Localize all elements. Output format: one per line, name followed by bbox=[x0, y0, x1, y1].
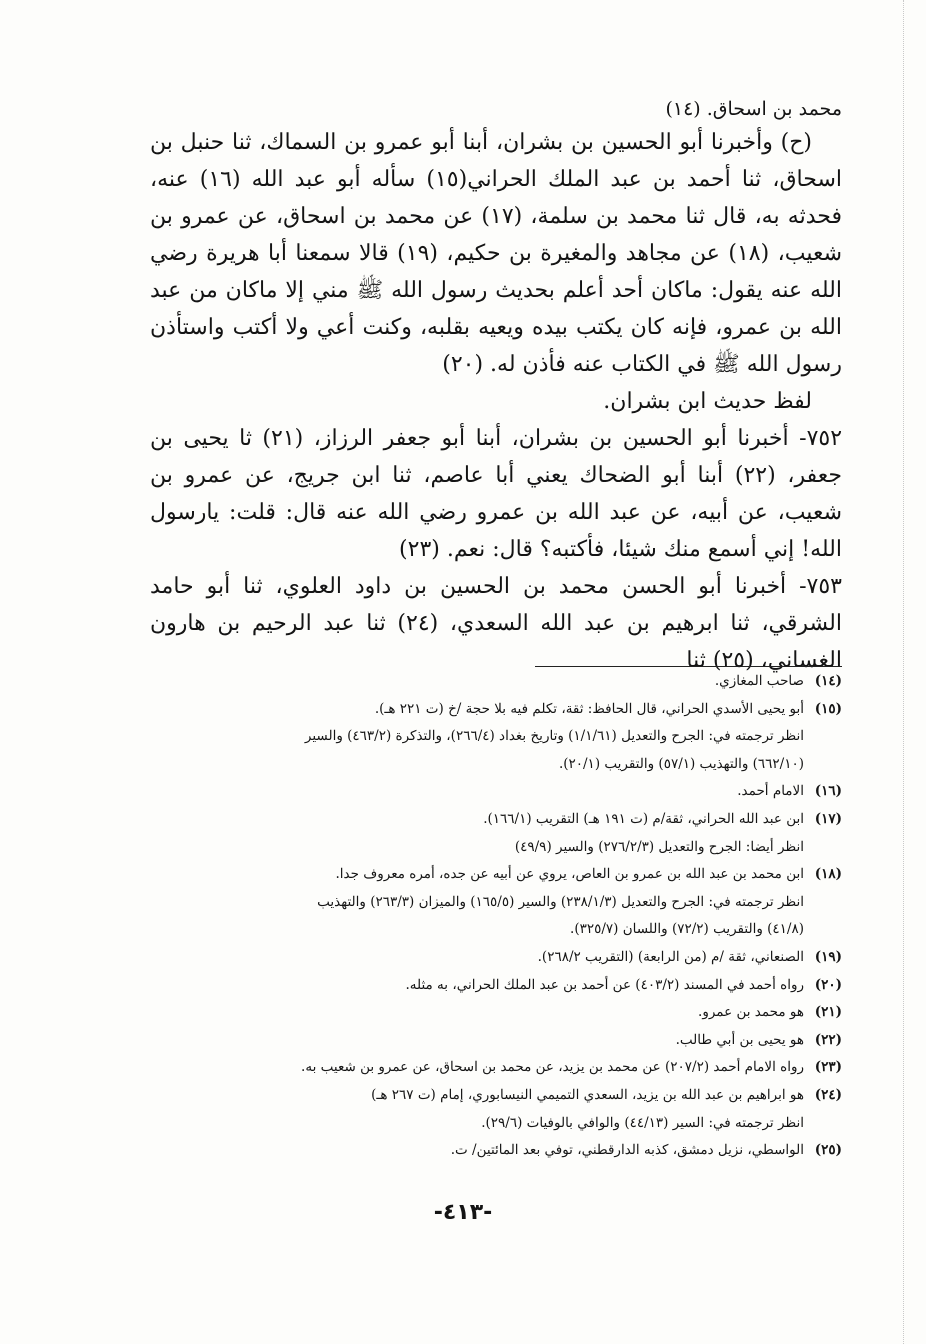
footnote-22 bbox=[142, 1027, 842, 1055]
footnote-17-sources: انظر أيضا: الجرح والتعديل (٢٧٦/٢/٣) والسير (٤٩/٩) bbox=[514, 838, 804, 855]
footnote-number: (١٩) bbox=[814, 948, 842, 965]
footnote-text: ابن عبد الله الحراني، ثقة/م (ت ١٩١ هـ) التقريب (١٦٦/١). bbox=[483, 810, 804, 827]
footnote-17 bbox=[142, 806, 842, 834]
page-number: -٤١٣- bbox=[433, 1200, 493, 1225]
footnote-text: الصنعاني، ثقة /م (من الرابعة) (التقريب ٢٦٨/٢). bbox=[537, 948, 804, 965]
footnote-text: هو محمد بن عمرو. bbox=[698, 1004, 804, 1021]
page-edge bbox=[903, 0, 904, 1344]
paragraph-wording-note: لفظ حديث ابن بشران. bbox=[603, 389, 812, 414]
footnote-19 bbox=[142, 944, 842, 972]
footnote-15 bbox=[142, 696, 842, 724]
footnote-text: صاحب المغازي. bbox=[714, 673, 804, 689]
footnote-21 bbox=[142, 999, 842, 1027]
footnote-text: رواه أحمد في المسند (٤٠٣/٢) عن أحمد بن عبد الملك الحراني، به مثله. bbox=[405, 976, 804, 993]
paragraph-hadith-chain: (ح) وأخبرنا أبو الحسين بن بشران، أبنا أبو عمرو بن السماك، ثنا حنبل بن اسحاق، ثنا أحمد بن عبد الملك الحراني(١٥) سأله أبو عبد الله (١٦) عنه، فحدثه به، قال ثنا محمد بن سلمة، (١٧) عن محمد بن اسحاق، عن عمرو بن شعيب، (١٨) عن مجاهد والمغيرة بن حكيم، (١٩) قالا سمعنا أبا هريرة رضي الله عنه يقول: ماكان أحد أعلم بحديث رسول الله ﷺ مني إلا ماكان من عبد الله بن عمرو، فإنه كان يكتب بيده ويعيه بقلبه، وكنت أعي ولا أكتب واستأذن رسول الله ﷺ في الكتاب عنه فأذن له. (٢٠) bbox=[150, 130, 842, 377]
footnote-text: أبو يحيى الأسدي الحراني، قال الحافظ: ثقة، تكلم فيه بلا حجة /خ (ت ٢٢١ هـ). bbox=[374, 700, 804, 717]
footnote-number: (٢٥) bbox=[814, 1142, 842, 1159]
paragraph-hadith-752: ٧٥٢- أخبرنا أبو الحسين بن بشران، أبنا أبو جعفر الرزاز، (٢١) ثا يحيى بن جعفر، (٢٢) أبنا أبو الضحاك يعني أبا عاصم، ثنا ابن جريج، عن عمرو بن شعيب، عن أبيه، عن عبد الله بن عمرو رضي الله عنه قال: قلت: يارسول الله! إني أسمع منك شيئا، فأكتبه؟ قال: نعم. (٢٣) bbox=[150, 426, 843, 562]
footnote-20 bbox=[142, 972, 842, 1000]
paragraph-continuation: محمد بن اسحاق. (١٤) bbox=[665, 98, 842, 120]
footnotes-block bbox=[142, 668, 842, 1165]
footnote-18 bbox=[142, 861, 842, 889]
footnote-24 bbox=[142, 1082, 842, 1110]
footnote-number: (١٥) bbox=[814, 700, 842, 717]
footnote-24-sources: انظر ترجمته في: السير (٤٤/١٣) والوافي بالوفيات (٢٩/٦). bbox=[481, 1114, 804, 1131]
footnote-text: ابن محمد بن عبد الله بن عمرو بن العاص، يروي عن أبيه عن جده، أمره معروف جدا. bbox=[335, 866, 804, 883]
footnote-18-sources: انظر ترجمته في: الجرح والتعديل (٢٣٨/١/٣) والسير (١٦٥/٥) والميزان (٢٦٣/٣) والتهذيب bbox=[317, 893, 804, 910]
footnote-text: هو ابراهيم بن عبد الله بن يزيد، السعدي التميمي النيسابوري، إمام (ت ٢٦٧ هـ) bbox=[371, 1086, 804, 1103]
footnote-23 bbox=[142, 1054, 842, 1082]
footnote-number: (٢٤) bbox=[814, 1086, 842, 1103]
footnote-number: (١٤) bbox=[814, 673, 842, 689]
footnote-number: (٢٢) bbox=[814, 1031, 842, 1048]
main-text-block bbox=[150, 94, 842, 679]
footnote-14 bbox=[142, 668, 842, 696]
footnote-25 bbox=[142, 1137, 842, 1165]
paragraph-hadith-753: ٧٥٣- أخبرنا أبو الحسن محمد بن الحسين بن داود العلوي، ثنا أبو حامد الشرقي، ثنا ابرهيم بن عبد الله السعدي، (٢٤) ثنا عبد الرحيم بن هارون الغساني، (٢٥) ثنا bbox=[150, 574, 842, 673]
footnote-divider bbox=[535, 666, 842, 667]
footnote-text: الامام أحمد. bbox=[737, 783, 804, 800]
footnote-number: (٢٠) bbox=[814, 976, 842, 993]
footnote-number: (٢٣) bbox=[814, 1059, 842, 1076]
footnote-number: (١٧) bbox=[814, 810, 842, 827]
footnote-16 bbox=[142, 778, 842, 806]
footnote-number: (٢١) bbox=[814, 1004, 842, 1021]
footnote-number: (١٦) bbox=[814, 783, 842, 800]
footnote-text: رواه الامام أحمد (٢٠٧/٢) عن محمد بن يزيد، عن محمد بن اسحاق، عن عمرو بن شعيب به. bbox=[301, 1059, 804, 1076]
footnote-18-sources-cont: (٤١/٨) والتقريب (٧٢/٢) واللسان (٣٢٥/٧). bbox=[570, 921, 804, 938]
footnote-15-sources-cont: (٦٦٢/١٠) والتهذيب (٥٧/١) والتقريب (٢٠/١). bbox=[558, 755, 804, 772]
footnote-15-sources: انظر ترجمته في: الجرح والتعديل (١/١/٦١) وتاريخ بغداد (٢٦٦/٤)، والتذكرة (٤٦٣/٢) والسير bbox=[304, 728, 804, 745]
footnote-number: (١٨) bbox=[814, 866, 842, 883]
footnote-text: الواسطي، نزيل دمشق، كذبه الدارقطني، توفي بعد المائتين/ ت. bbox=[450, 1142, 804, 1159]
footnote-text: هو يحيى بن أبي طالب. bbox=[675, 1031, 804, 1048]
